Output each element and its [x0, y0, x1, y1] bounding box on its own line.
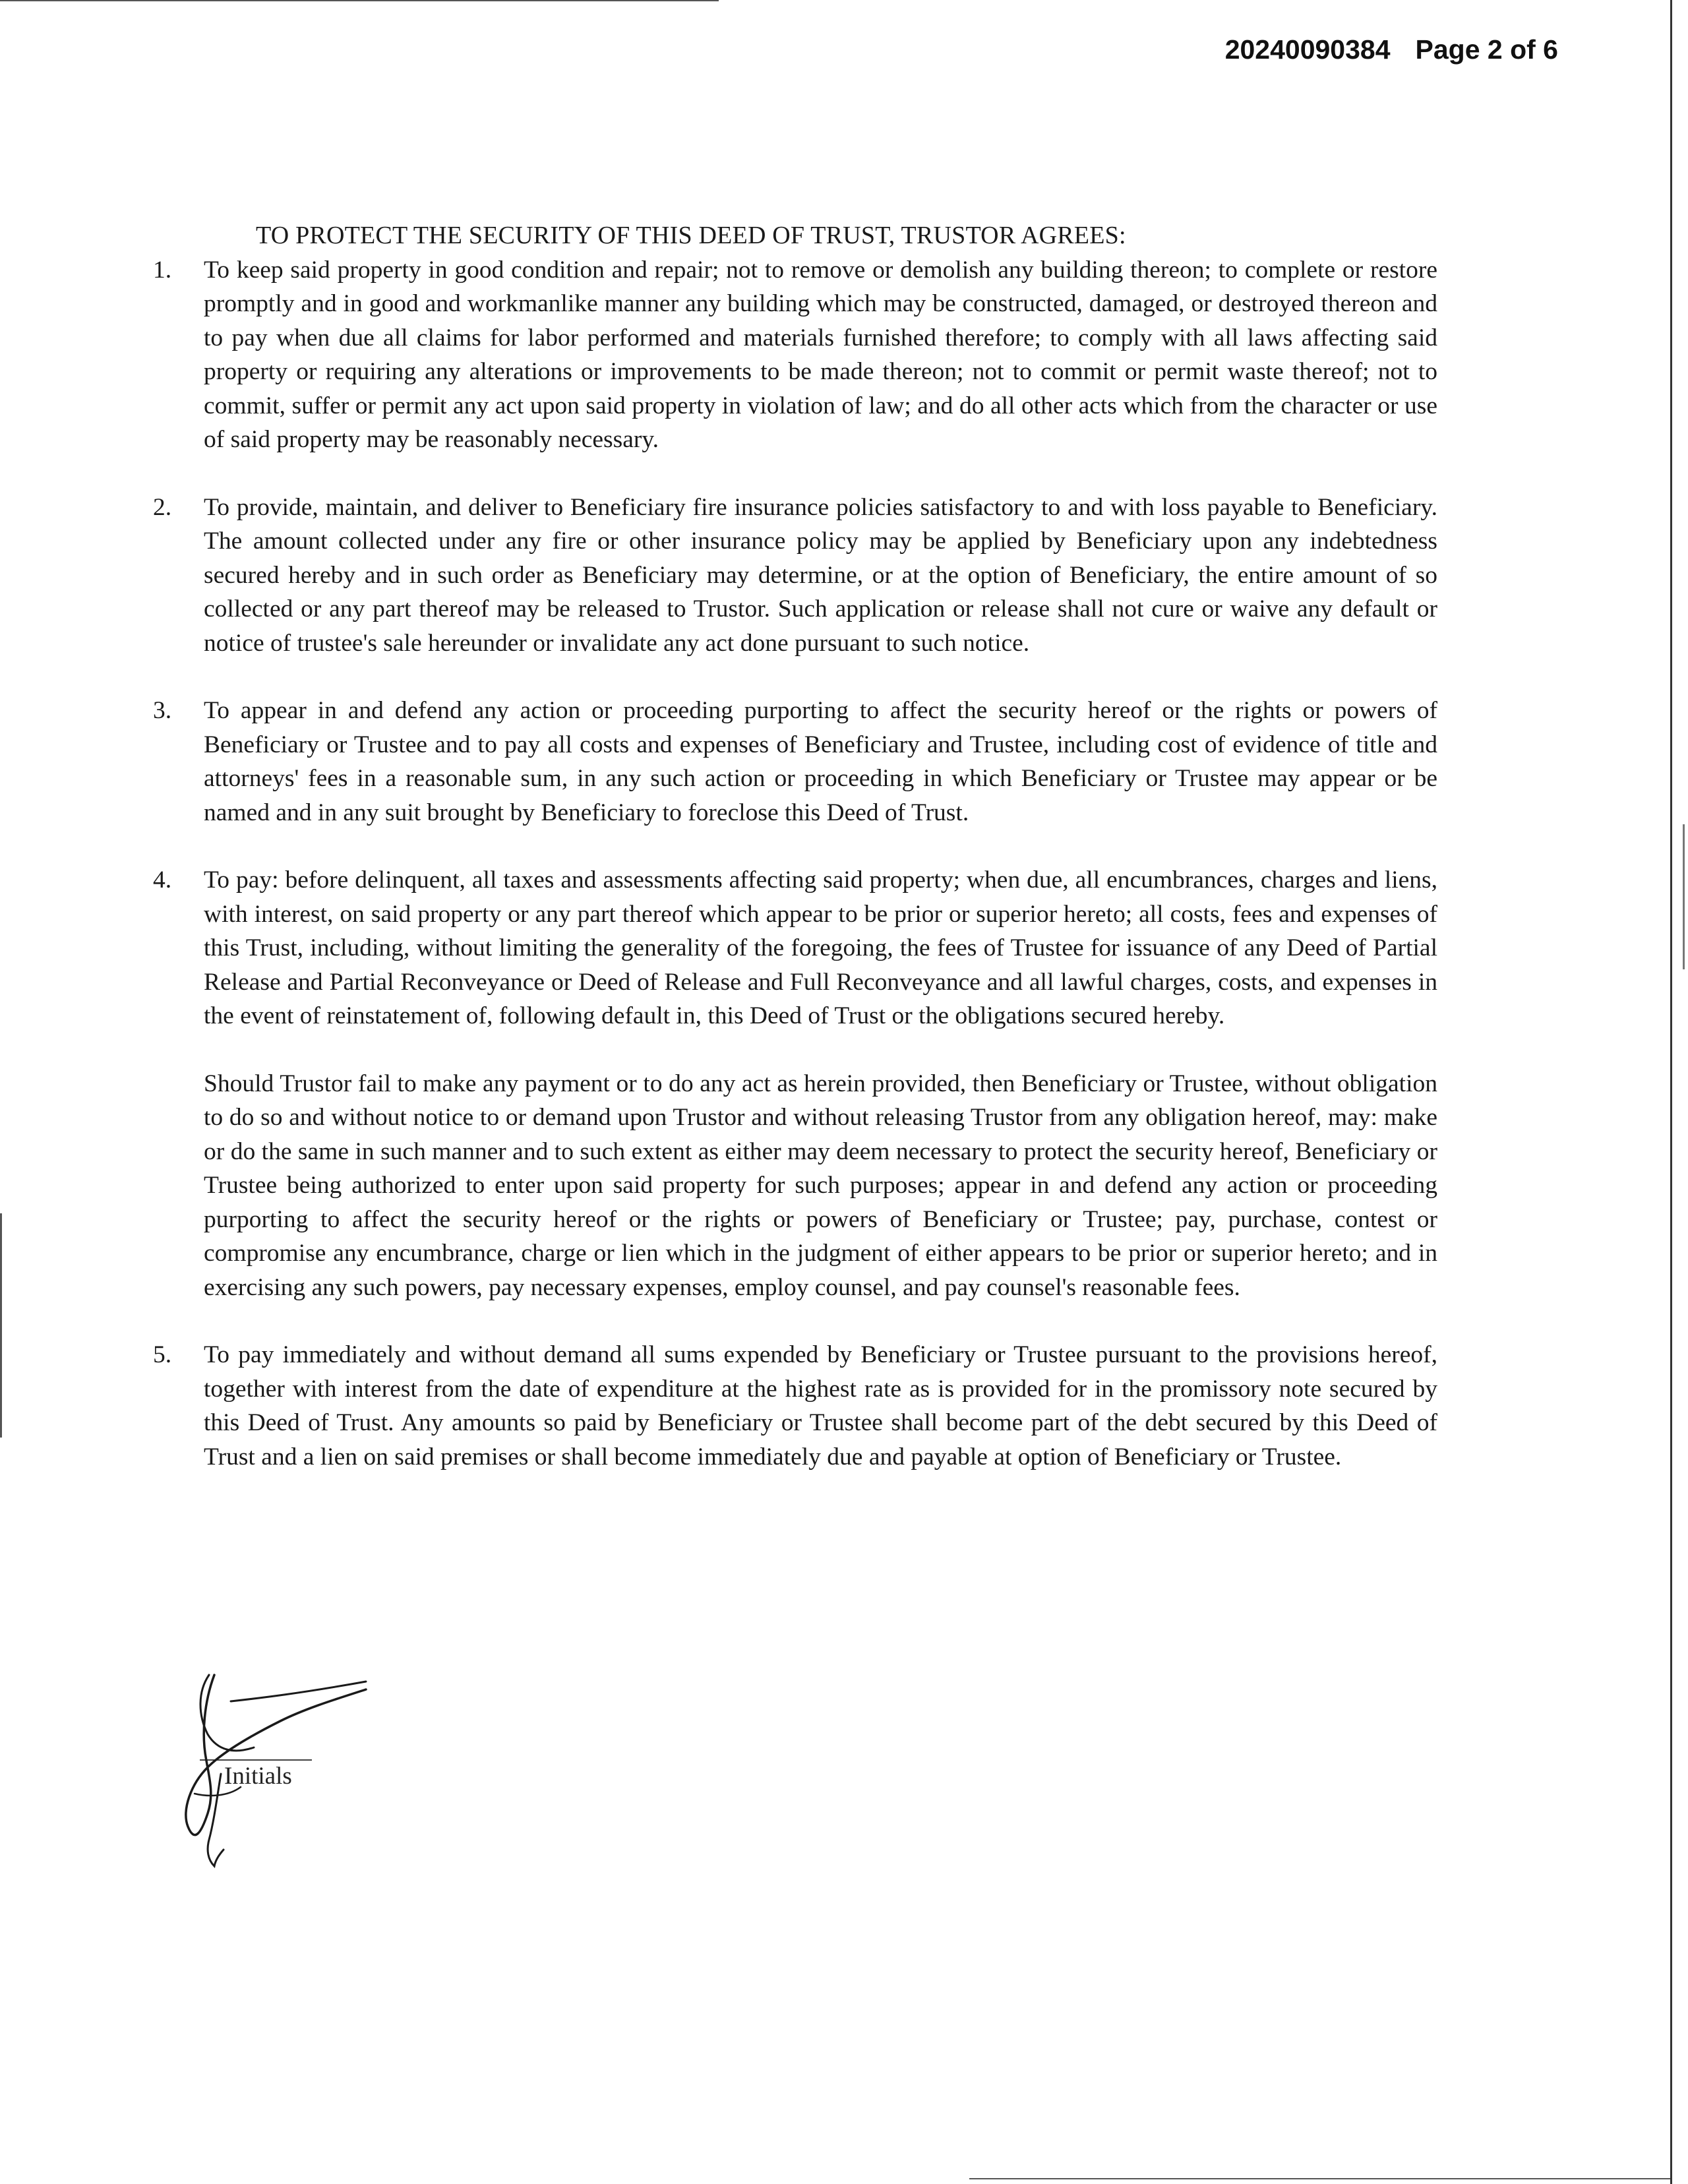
clause-text: To provide, maintain, and deliver to Beneficiary fire insurance policies satisfactory to and with loss payable to Beneficiary. The amount collected under any fire or other insurance policy may be applied by Beneficiary upon any indebtedness secured hereby and in such order as Beneficiary may determine, or at the option of Beneficiary, the entire amount of so collected or any part thereof may be released to Trustor. Such application or release shall not cure or waive any default or notice of trustee's sale hereunder or invalidate any act done pursuant to such notice.: [204, 493, 1437, 657]
clause-text: To pay: before delinquent, all taxes and assessments affecting said property; when due, all encumbrances, charges and liens, with interest, on said property or any part thereof which appear to be prior or superior hereto; all costs, fees and expenses of this Trust, including, without limiting the generality of the foregoing, the fees of Trustee for issuance of any Deed of Partial Release and Partial Reconveyance or Deed of Release and Full Reconveyance and all lawful charges, costs, and expenses in the event of reinstatement of, following default in, this Deed of Trust or the obligations secured hereby.: [204, 866, 1437, 1029]
clause-text: To pay immediately and without demand all sums expended by Beneficiary or Trustee pursuant to the provisions hereof, together with interest from the date of expenditure at the highest rate as is provided for in the promissory note secured by this Deed of Trust. Any amounts so paid by Beneficiary or Trustee shall become part of the debt secured by this Deed of Trust and a lien on said premises or shall become immediately due and payable at option of Beneficiary or Trustee.: [204, 1341, 1437, 1471]
clause-5: [153, 1338, 1437, 1474]
clause-text: To appear in and defend any action or proceeding purporting to affect the security hereof or the rights or powers of Beneficiary or Trustee and to pay all costs and expenses of Beneficiary and Trustee, including cost of evidence of title and attorneys' fees in a reasonable sum, in any such action or proceeding in which Beneficiary or Trustee may appear or be named and in any suit brought by Beneficiary to foreclose this Deed of Trust.: [204, 697, 1437, 826]
clause-4: [153, 863, 1437, 1033]
scan-edge-right-secondary: [1683, 824, 1685, 969]
page-number: Page 2 of 6: [1415, 34, 1558, 65]
scan-edge-top: [0, 0, 719, 1]
clause-1: [153, 253, 1437, 457]
scan-edge-bottom: [969, 2178, 1670, 2179]
clause-3: [153, 694, 1437, 830]
page-header: [1225, 34, 1558, 65]
clause-number: 2.: [153, 493, 172, 521]
clause-number: 1.: [153, 256, 172, 284]
clause-number: 4.: [153, 866, 172, 894]
section-heading: TO PROTECT THE SECURITY OF THIS DEED OF TRUST, TRUSTOR AGREES:: [256, 222, 1126, 249]
initials-block: [168, 1662, 485, 1873]
clause-number: 5.: [153, 1341, 172, 1368]
clause-2: [153, 491, 1437, 661]
initials-label: Initials: [224, 1763, 292, 1790]
document-body: [153, 219, 1437, 1474]
scan-edge-right: [1670, 0, 1672, 2184]
clause-4-subparagraph: Should Trustor fail to make any payment or to do any act as herein provided, then Beneficiary or Trustee, without obligation to do so and without notice to or demand upon Trustor and without releasing Trustor from any obligation hereof, may: make or do the same in such manner and to such extent as either may deem necessary to protect the security hereof, Beneficiary or Trustee being authorized to enter upon said property for such purposes; appear in and defend any action or proceeding purporting to affect the security hereof or the rights or powers of Beneficiary or Trustee; pay, purchase, contest or compromise any encumbrance, charge or lien which in the judgment of either appears to be prior or superior hereto; and in exercising any such powers, pay necessary expenses, employ counsel, and pay counsel's reasonable fees.: [204, 1070, 1437, 1301]
clause-text: To keep said property in good condition and repair; not to remove or demolish any building thereon; to complete or restore promptly and in good and workmanlike manner any building which may be constructed, damaged, or destroyed thereon and to pay when due all claims for labor performed and materials furnished therefore; to comply with all laws affecting said property or requiring any alterations or improvements to be made thereon; not to commit or permit waste thereof; not to commit, suffer or permit any act upon said property in violation of law; and do all other acts which from the character or use of said property may be reasonably necessary.: [204, 256, 1437, 453]
clause-number: 3.: [153, 697, 172, 724]
document-number: 20240090384: [1224, 34, 1391, 65]
scan-edge-left: [0, 1213, 2, 1438]
handwritten-initials-signature: [168, 1662, 485, 1873]
